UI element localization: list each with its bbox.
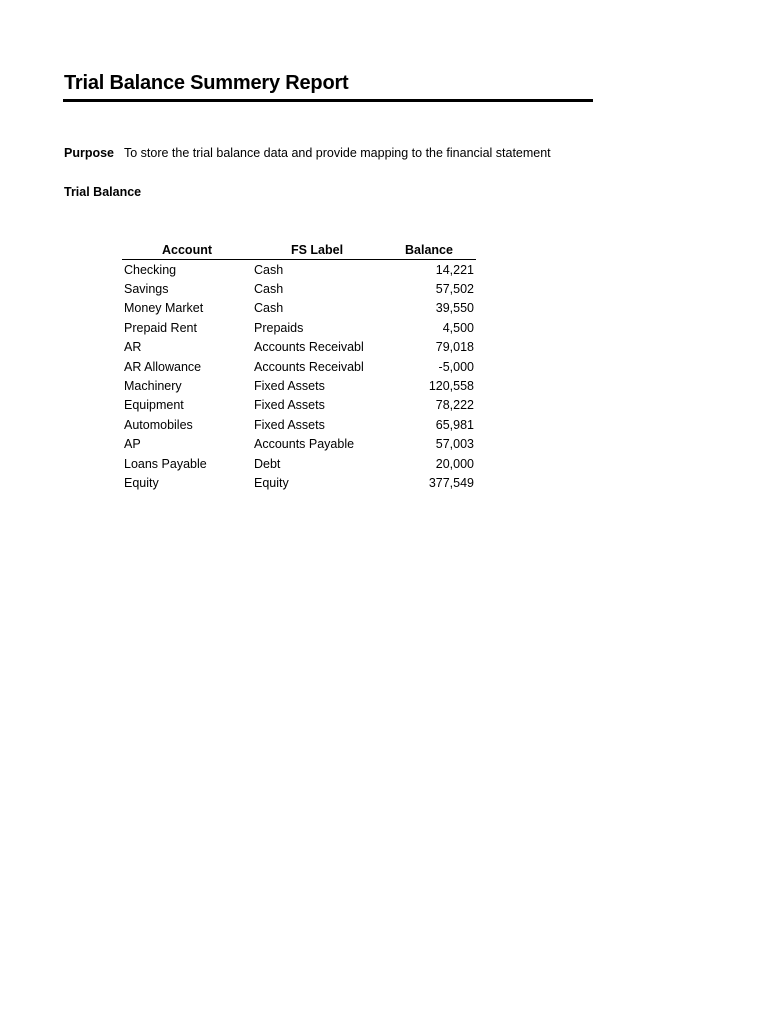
balance-cell: 78,222 (435, 398, 474, 413)
balance-cell: 39,550 (435, 301, 474, 316)
account-cell: Equipment (124, 398, 184, 413)
fs-label-cell: Cash (254, 262, 284, 277)
table-row (122, 299, 476, 318)
fs-label-cell: Prepaids (254, 320, 304, 335)
account-cell: Automobiles (124, 417, 193, 432)
account-cell: AP (124, 437, 141, 452)
table-row (122, 338, 476, 357)
table-row (122, 435, 476, 454)
fs-label-cell: Fixed Assets (254, 398, 325, 413)
fs-label-cell: Accounts Payable (254, 437, 355, 452)
account-cell: Money Market (124, 301, 204, 316)
table-row (122, 396, 476, 415)
balance-cell: 4,500 (442, 320, 474, 335)
table-row (122, 473, 476, 492)
balance-cell: 57,502 (435, 282, 474, 297)
fs-label-cell: Cash (254, 301, 284, 316)
fs-label-cell: Debt (254, 456, 281, 471)
purpose-label: Purpose (64, 146, 115, 160)
balance-cell: 65,981 (435, 417, 474, 432)
balance-cell: 20,000 (435, 456, 474, 471)
account-cell: Loans Payable (124, 456, 207, 471)
table-row (122, 318, 476, 337)
table-row (122, 376, 476, 395)
trial-balance-heading: Trial Balance (64, 185, 142, 199)
account-cell: AR (124, 340, 142, 355)
fs-label-cell: Fixed Assets (254, 417, 325, 432)
balance-cell: 377,549 (428, 475, 474, 490)
header-fs-label: FS Label (252, 241, 382, 260)
header-balance: Balance (382, 241, 476, 260)
account-cell: Prepaid Rent (124, 320, 197, 335)
fs-label-cell: Cash (254, 282, 284, 297)
table-row (122, 279, 476, 298)
balance-cell: 14,221 (435, 262, 474, 277)
page-title: Trial Balance Summery Report (64, 72, 349, 94)
balance-cell: 57,003 (435, 437, 474, 452)
fs-label-cell: Fixed Assets (254, 379, 325, 394)
balance-cell: 120,558 (428, 379, 474, 394)
table-header-row (122, 241, 476, 260)
account-cell: Savings (124, 282, 169, 297)
balance-cell: 79,018 (435, 340, 474, 355)
table-row (122, 454, 476, 473)
account-cell: Checking (124, 262, 177, 277)
purpose-text: To store the trial balance data and provide mapping to the financial statement (124, 146, 551, 160)
trial-balance-table (122, 241, 476, 493)
header-account: Account (122, 241, 252, 260)
account-cell: AR Allowance (124, 359, 202, 374)
fs-label-cell: Equity (254, 475, 289, 490)
account-cell: Equity (124, 475, 159, 490)
table-row (122, 260, 476, 280)
title-underline (63, 99, 593, 102)
balance-cell: -5,000 (438, 359, 474, 374)
fs-label-cell: Accounts Receivabl (254, 359, 364, 374)
fs-label-cell: Accounts Receivabl (254, 340, 364, 355)
account-cell: Machinery (124, 379, 182, 394)
purpose-row (64, 146, 551, 160)
table-row (122, 415, 476, 434)
table-row (122, 357, 476, 376)
